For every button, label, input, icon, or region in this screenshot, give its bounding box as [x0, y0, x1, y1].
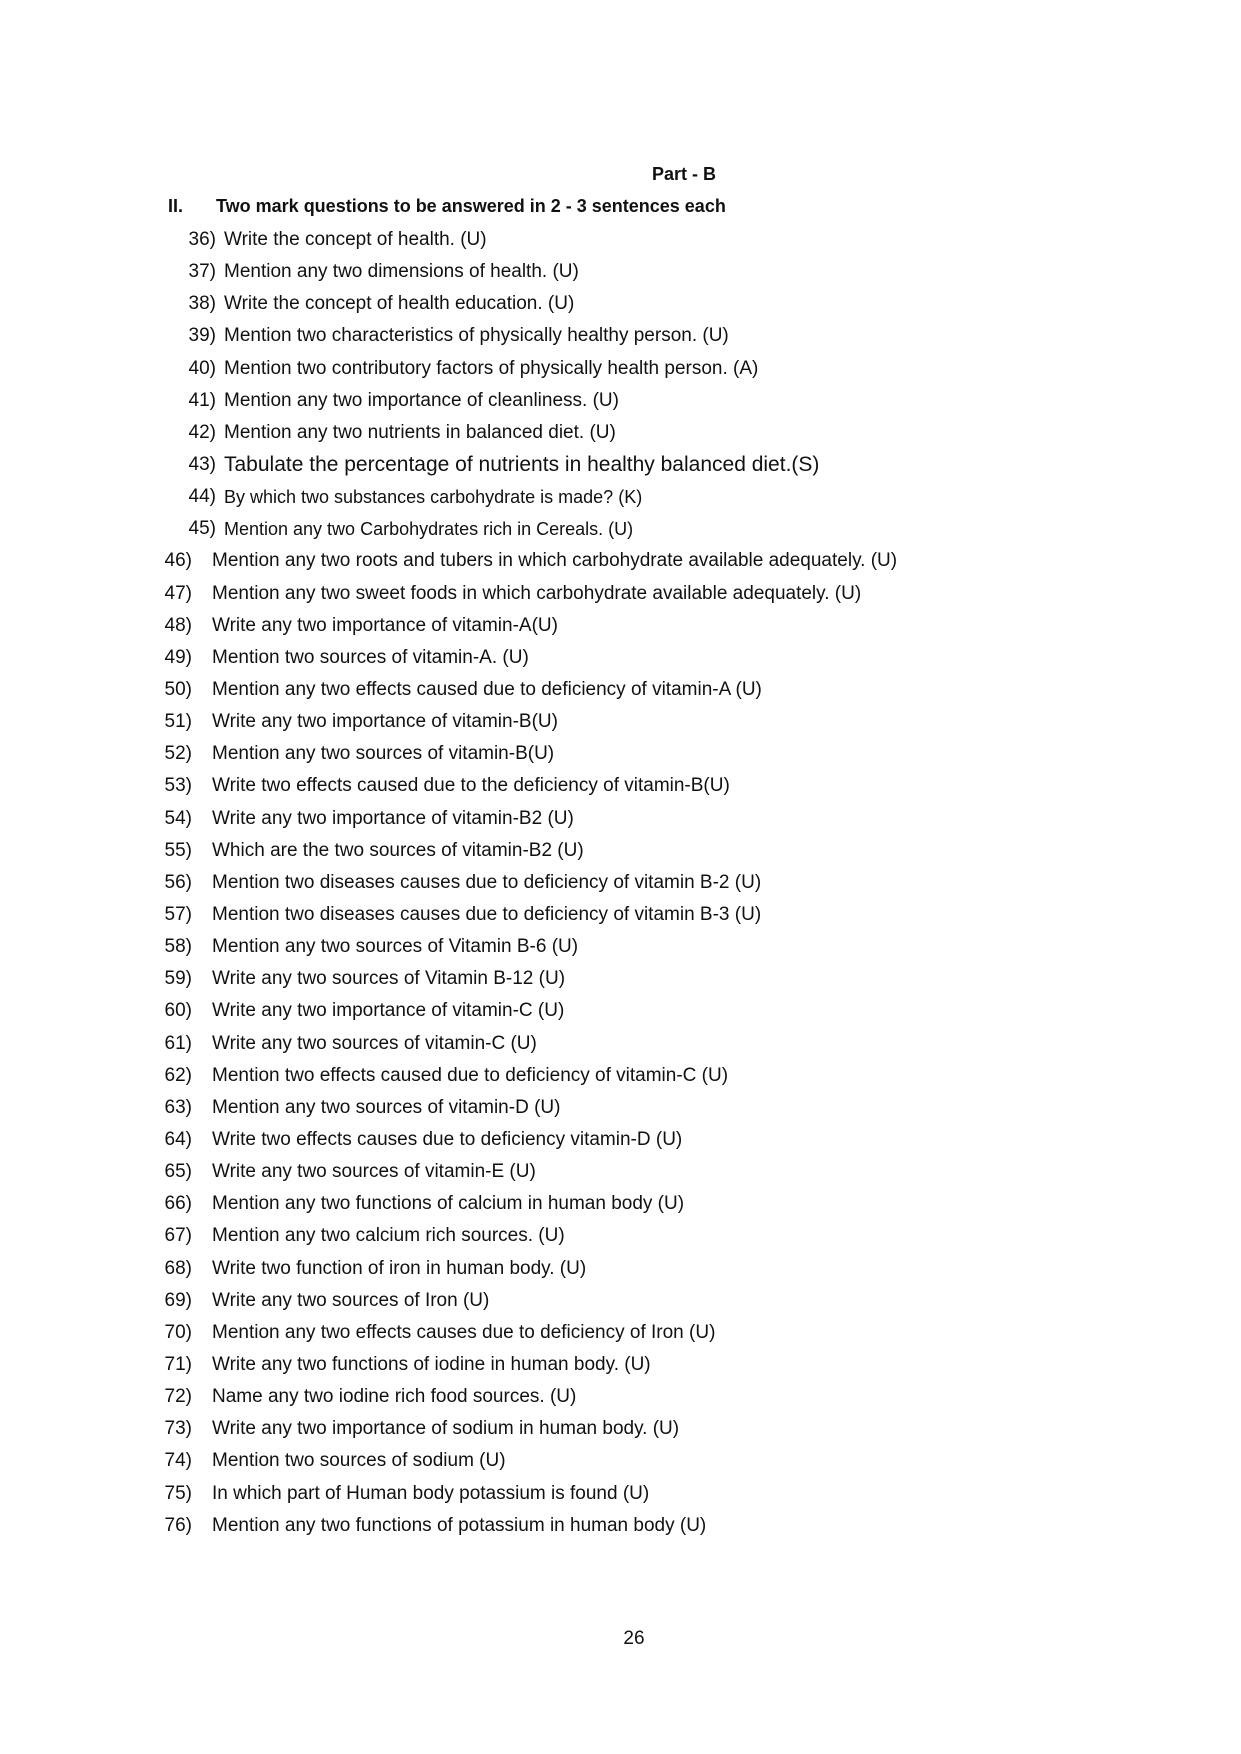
question-item: [160, 1156, 1180, 1188]
question-item: [160, 1445, 1180, 1477]
question-item: [160, 770, 1180, 802]
question-item: [160, 224, 1180, 256]
question-text: Write any two sources of Vitamin B-12 (U): [212, 968, 566, 990]
question-number: 73): [164, 1418, 192, 1440]
question-text: In which part of Human body potassium is found (U): [212, 1482, 650, 1504]
question-item: [160, 1188, 1180, 1220]
question-number: 70): [164, 1321, 192, 1343]
question-number: 49): [164, 646, 192, 668]
question-item: [160, 1028, 1180, 1060]
question-number: 66): [164, 1193, 192, 1215]
question-item: [160, 545, 1180, 577]
question-item: [160, 1510, 1180, 1542]
question-text: Name any two iodine rich food sources. (U): [212, 1386, 577, 1408]
question-item: [160, 610, 1180, 642]
question-item: [160, 1477, 1180, 1509]
question-number: 71): [164, 1353, 192, 1375]
question-item: [160, 706, 1180, 738]
question-item: [160, 1381, 1180, 1413]
question-item: [160, 256, 1180, 288]
question-number: 64): [164, 1129, 192, 1150]
question-text: Mention two characteristics of physically healthy person. (U): [224, 325, 729, 347]
question-text: Mention any two sweet foods in which carbohydrate available adequately. (U): [212, 582, 862, 604]
question-item: [160, 417, 1180, 449]
question-text: Mention any two functions of potassium in human body (U): [212, 1514, 707, 1536]
question-number: 62): [164, 1064, 192, 1086]
question-number: 58): [164, 936, 192, 958]
question-number: 47): [164, 582, 192, 604]
question-item: [160, 385, 1180, 417]
question-number: 44): [188, 486, 216, 508]
question-number: 40): [188, 357, 216, 379]
question-number: 48): [164, 614, 192, 636]
question-text: Mention any two effects caused due to deficiency of vitamin-A (U): [212, 679, 762, 701]
question-item: [160, 963, 1180, 995]
question-number: 38): [188, 293, 216, 315]
question-text: Mention any two sources of vitamin-D (U): [212, 1096, 561, 1118]
question-number: 51): [164, 711, 192, 733]
question-item: [160, 1220, 1180, 1252]
question-text: Write any two importance of vitamin-B(U): [212, 711, 558, 733]
question-item: [160, 1253, 1180, 1285]
question-text: Write any two sources of vitamin-C (U): [212, 1032, 537, 1054]
question-item: [160, 1413, 1180, 1445]
question-item: [160, 449, 1180, 481]
question-item: [160, 674, 1180, 706]
question-number: 36): [188, 229, 216, 251]
question-item: [160, 642, 1180, 674]
question-number: 50): [164, 679, 192, 701]
question-number: 57): [164, 904, 192, 926]
question-item: [160, 738, 1180, 770]
question-item: [160, 931, 1180, 963]
question-number: 42): [188, 421, 216, 443]
question-text: Mention two effects caused due to deficiency of vitamin-C (U): [212, 1064, 729, 1086]
question-text: Tabulate the percentage of nutrients in healthy balanced diet.(S): [224, 453, 820, 477]
question-text: Write any two functions of iodine in human body. (U): [212, 1353, 651, 1375]
question-text: Mention any two nutrients in balanced diet. (U): [224, 421, 616, 443]
question-text: By which two substances carbohydrate is made? (K): [224, 486, 643, 507]
question-text: Mention any two sources of vitamin-B(U): [212, 743, 555, 765]
question-number: 52): [164, 743, 192, 765]
question-text: Mention two sources of vitamin-A. (U): [212, 646, 529, 668]
question-item: [160, 1092, 1180, 1124]
question-text: Write two effects caused due to the deficiency of vitamin-B(U): [212, 775, 730, 797]
question-text: Write the concept of health education. (U): [224, 293, 575, 315]
question-text: Write any two importance of sodium in human body. (U): [212, 1418, 680, 1440]
question-number: 56): [164, 871, 192, 893]
question-number: 53): [164, 775, 192, 797]
question-number: 39): [188, 325, 216, 347]
question-number: 69): [164, 1289, 192, 1311]
question-text: Mention any two functions of calcium in human body (U): [212, 1193, 685, 1215]
question-item: [160, 481, 1180, 513]
question-text: Mention any two sources of Vitamin B-6 (U): [212, 936, 579, 958]
question-number: 46): [164, 550, 192, 572]
question-item: [160, 835, 1180, 867]
question-item: [160, 1060, 1180, 1092]
question-number: 54): [164, 807, 192, 829]
question-text: Write any two importance of vitamin-A(U): [212, 614, 558, 636]
question-number: 55): [164, 839, 192, 861]
question-number: 75): [164, 1482, 192, 1504]
question-item: [160, 899, 1180, 931]
question-text: Mention any two effects causes due to deficiency of Iron (U): [212, 1321, 716, 1343]
question-number: 60): [164, 1000, 192, 1022]
question-item: [160, 1124, 1180, 1156]
question-text: Mention any two calcium rich sources. (U): [212, 1225, 565, 1247]
question-item: [160, 803, 1180, 835]
question-item: [160, 1349, 1180, 1381]
question-number: 74): [164, 1450, 192, 1472]
question-item: [160, 995, 1180, 1027]
section-heading-text: Two mark questions to be answered in 2 - 3 sentences each: [216, 196, 726, 216]
question-number: 72): [164, 1386, 192, 1408]
question-text: Write any two importance of vitamin-B2 (U): [212, 807, 574, 829]
question-number: 63): [164, 1096, 192, 1118]
question-number: 65): [164, 1161, 192, 1183]
question-text: Write two function of iron in human body. (U): [212, 1257, 587, 1279]
question-text: Mention any two Carbohydrates rich in Cereals. (U): [224, 518, 634, 539]
question-text: Mention any two roots and tubers in which carbohydrate available adequately. (U): [212, 550, 898, 572]
question-number: 41): [188, 389, 216, 411]
question-item: [160, 578, 1180, 610]
question-list: [160, 224, 1180, 1542]
question-text: Mention two diseases causes due to deficiency of vitamin B-2 (U): [212, 871, 762, 893]
section-numeral: II.: [168, 196, 184, 216]
question-text: Mention two sources of sodium (U): [212, 1450, 506, 1472]
question-number: 43): [188, 454, 216, 476]
question-text: Which are the two sources of vitamin-B2 (U): [212, 839, 584, 861]
question-text: Mention any two dimensions of health. (U): [224, 261, 579, 283]
question-item: [160, 320, 1180, 352]
question-item: [160, 1285, 1180, 1317]
question-text: Mention any two importance of cleanliness. (U): [224, 389, 619, 411]
page-number: 26: [623, 1628, 645, 1649]
part-title: Part - B: [651, 164, 716, 184]
question-text: Mention two contributory factors of physically health person. (A): [224, 357, 759, 379]
question-text: Write the concept of health. (U): [224, 229, 487, 251]
question-item: [160, 867, 1180, 899]
question-number: 76): [164, 1514, 192, 1536]
question-number: 68): [164, 1257, 192, 1279]
question-item: [160, 353, 1180, 385]
question-number: 45): [188, 518, 216, 540]
question-number: 59): [164, 968, 192, 990]
question-item: [160, 1317, 1180, 1349]
question-item: [160, 288, 1180, 320]
question-text: Write any two importance of vitamin-C (U): [212, 1000, 565, 1022]
question-text: Write two effects causes due to deficiency vitamin-D (U): [212, 1129, 683, 1150]
question-text: Write any two sources of Iron (U): [212, 1289, 490, 1311]
question-text: Write any two sources of vitamin-E (U): [212, 1161, 536, 1183]
section-heading: [168, 196, 726, 217]
question-text: Mention two diseases causes due to deficiency of vitamin B-3 (U): [212, 904, 762, 926]
question-item: [160, 513, 1180, 545]
question-number: 61): [164, 1032, 192, 1054]
question-number: 67): [164, 1225, 192, 1247]
question-number: 37): [188, 261, 216, 283]
